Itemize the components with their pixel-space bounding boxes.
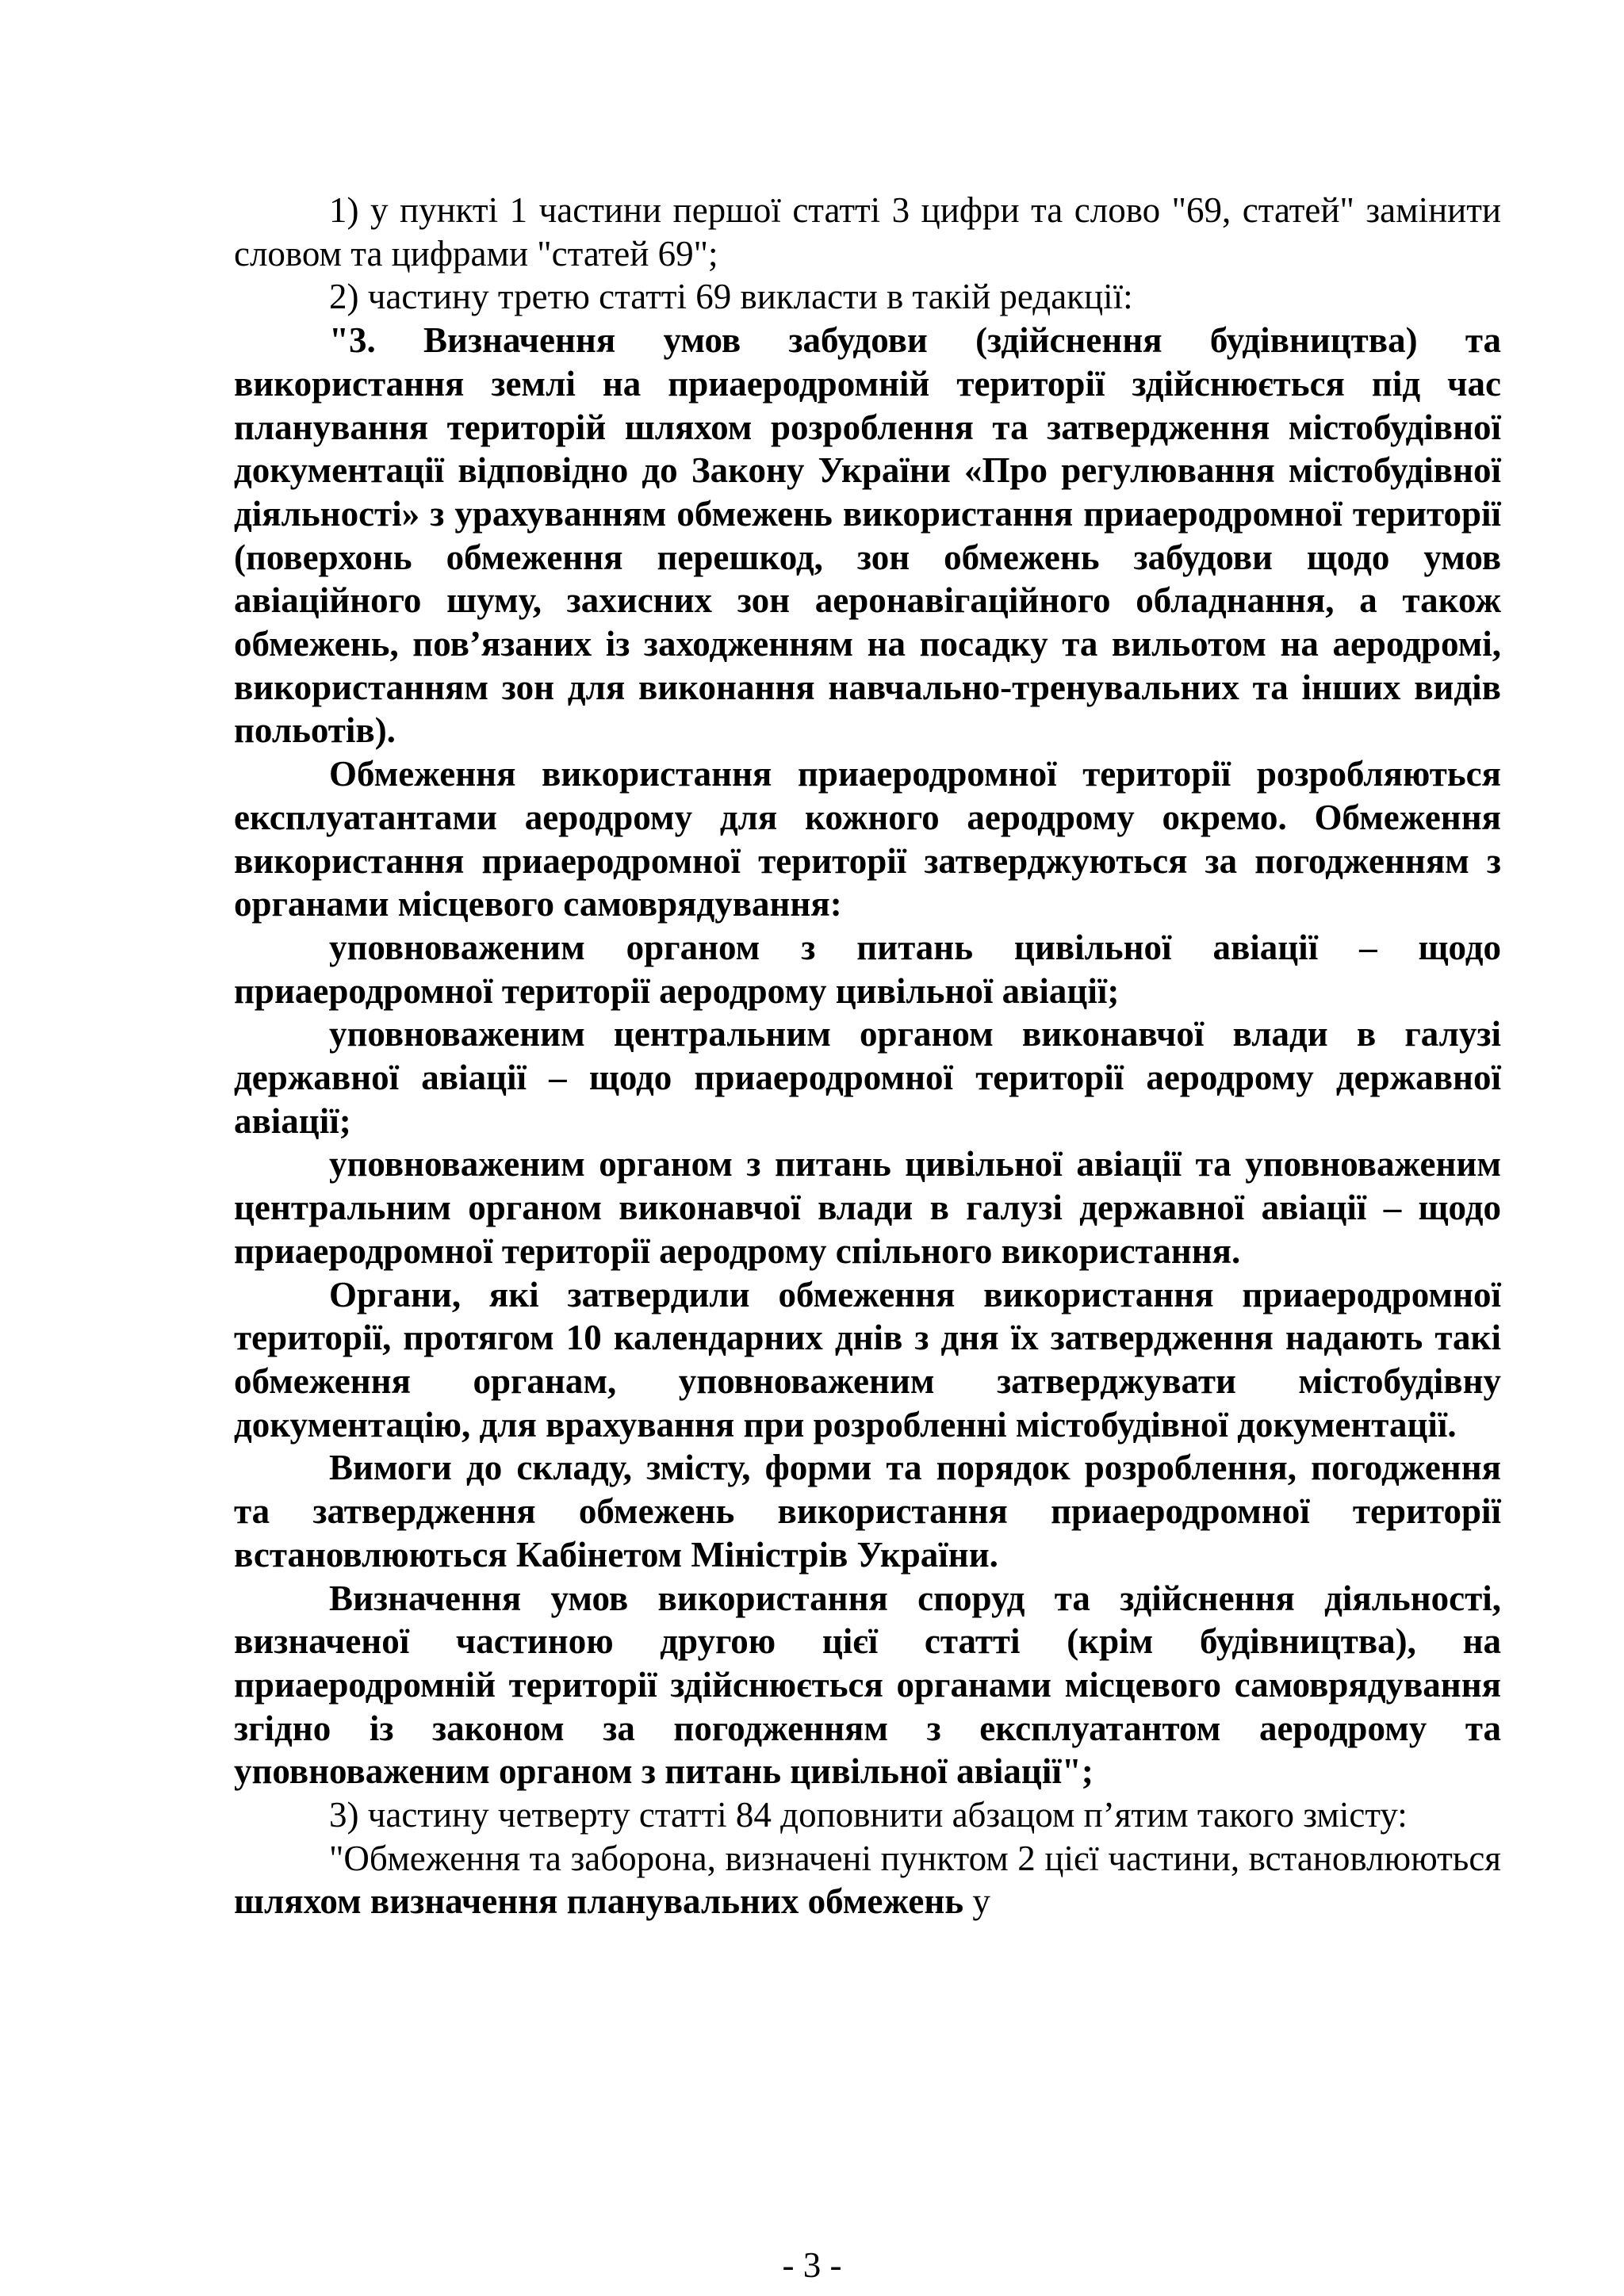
paragraph-1: 1) у пункті 1 частини першої статті 3 цифри та слово "69, статей" замінити словом та цифрами "статей 69"; <box>234 190 1501 274</box>
paragraph-8-bold: Органи, які затвердили обмеження використання приаеродромної території, протягом 10 календарних днів з дня їх затвердження надають такі обмеження органам, уповноваженим затверджувати містобудівну документацію, для врахування при розробленні містобудівної документації. <box>234 1274 1501 1445</box>
paragraph-3-bold: "3. Визначення умов забудови (здійснення будівництва) та використання землі на приаеродромній території здійснюється під час планування територій шляхом розроблення та затвердження містобудівної документації відповідно до Закону України «Про регулювання містобудівної діяльності» з урахуванням обмежень використання приаеродромної території (поверхонь обмеження перешкод, зон обмежень забудови щодо умов авіаційного шуму, захисних зон аеронавігаційного обладнання, а також обмежень, пов’язаних із заходженням на посадку та вильотом на аеродромі, використанням зон для виконання навчально-тренувальних та інших видів польотів). <box>234 320 1501 751</box>
paragraph-12 <box>234 1837 1501 1923</box>
paragraph-12-tail: у <box>963 1881 990 1922</box>
paragraph-10-bold: Визначення умов використання споруд та здійснення діяльності, визначеної частиною другою цієї статті (крім будівництва), на приаеродромній території здійснюється органами місцевого самоврядування згідно із законом за погодженням з експлуатантом аеродрому та уповноваженим органом з питань цивільної авіації"; <box>234 1578 1501 1792</box>
paragraph-9-bold: Вимоги до складу, змісту, форми та порядок розроблення, погодження та затвердження обмежень використання приаеродромної території встановлюються Кабінетом Міністрів України. <box>234 1448 1501 1575</box>
document-body <box>234 189 1501 1923</box>
paragraph-5-bold: уповноваженим органом з питань цивільної авіації – щодо приаеродромної території аеродрому цивільної авіації; <box>234 927 1501 1011</box>
paragraph-12-regular: "Обмеження та заборона, визначені пунктом 2 цієї частини, встановлюються <box>329 1838 1501 1878</box>
paragraph-2: 2) частину третю статті 69 викласти в такій редакції: <box>329 277 1133 317</box>
paragraph-4-bold: Обмеження використання приаеродромної території розробляються експлуатантами аеродрому для кожного аеродрому окремо. Обмеження використання приаеродромної території затверджуються за погодженням з органами місцевого самоврядування: <box>234 754 1501 924</box>
paragraph-12-bold: шляхом визначення планувальних обмежень <box>234 1881 964 1922</box>
paragraph-11: 3) частину четверту статті 84 доповнити абзацом п’ятим такого змісту: <box>329 1795 1408 1835</box>
paragraph-6-bold: уповноваженим центральним органом виконавчої влади в галузі державної авіації – щодо приаеродромної території аеродрому державної авіації; <box>234 1014 1501 1141</box>
paragraph-7-bold: уповноваженим органом з питань цивільної авіації та уповноваженим центральним органом виконавчої влади в галузі державної авіації – щодо приаеродромної території аеродрому спільного використання. <box>234 1144 1501 1271</box>
page-number: - 3 - <box>782 2245 842 2285</box>
